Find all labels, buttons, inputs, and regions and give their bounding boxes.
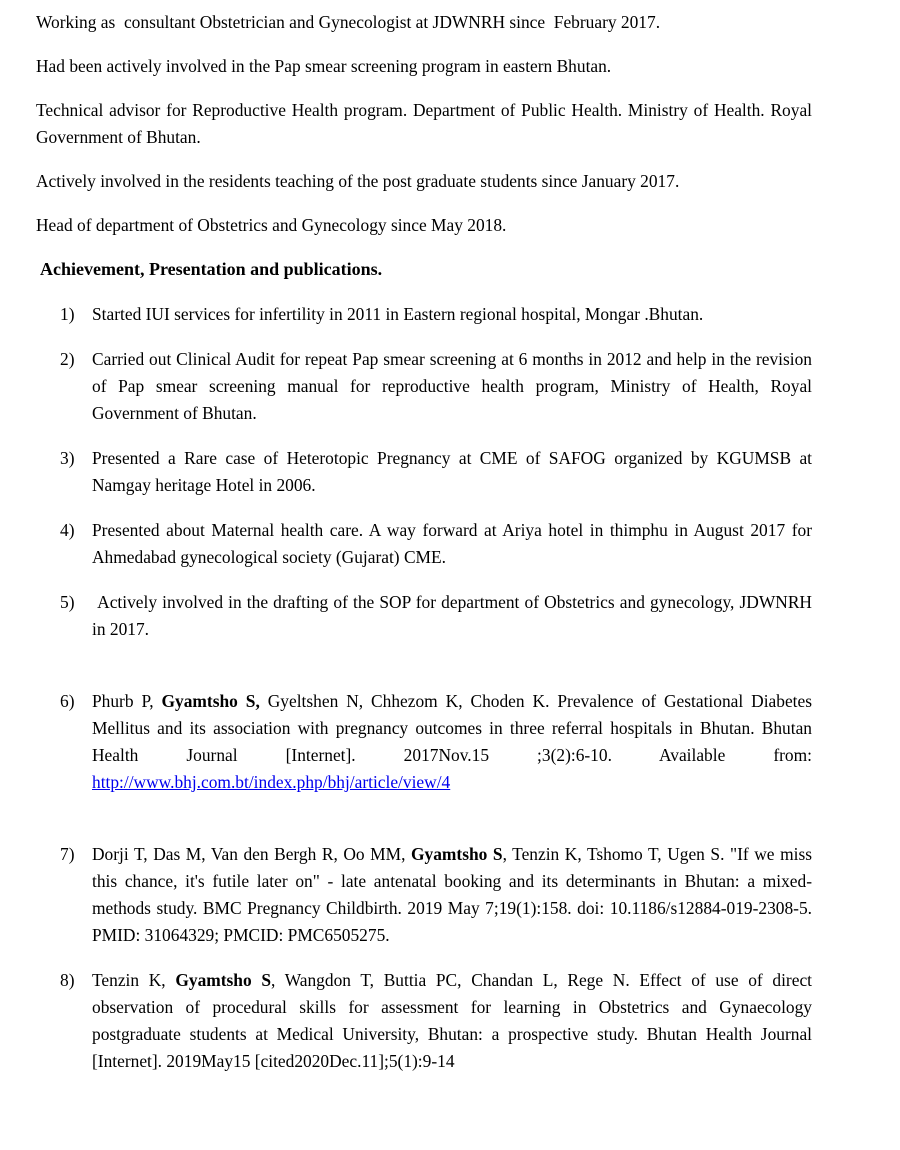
item-text: Gyeltshen N, Chhezom K, Choden K. Prevalence of Gestational Diabetes Mellitus and its association with pregnancy outcomes in three referral hospitals in Bhutan. Bhutan Health Journal [Internet]. 2017Nov.15 ;3(2):6-10. Available from: xyxy=(92,691,817,765)
author-name-bold: Gyamtsho S, xyxy=(161,691,260,711)
item-number: 8) xyxy=(60,970,75,990)
publication-link[interactable]: http://www.bhj.com.bt/index.php/bhj/article/view/4 xyxy=(92,772,451,792)
intro-paragraph: Actively involved in the residents teaching of the post graduate students since January 2017. xyxy=(36,171,680,191)
item-text: , Tenzin K, Tshomo T, Ugen S. "If we miss this chance, it's futile later on" - late antenatal booking and its determinants in Bhutan: a mixed-methods study. BMC Pregnancy Childbirth. 2019 May 7;19(1):158. doi: 10.1186/s12884-019-2308-5. PMID: 31064329; PMCID: PMC6505275. xyxy=(92,844,817,945)
author-name-bold: Gyamtsho S xyxy=(175,970,272,990)
item-text: Started IUI services for infertility in 2011 in Eastern regional hospital, Mongar .Bhutan. xyxy=(92,304,704,324)
publication-item xyxy=(36,841,817,949)
publication-item xyxy=(36,967,817,1075)
item-text: Dorji T, Das M, Van den Bergh R, Oo MM, xyxy=(92,844,412,864)
intro-paragraph: Head of department of Obstetrics and Gynecology since May 2018. xyxy=(36,215,507,235)
item-number: 4) xyxy=(60,520,75,540)
publication-item xyxy=(36,589,817,643)
item-text: , Wangdon T, Buttia PC, Chandan L, Rege N. Effect of use of direct observation of procedural skills for assessment for learning in Obstetrics and Gynaecology postgraduate students at Medical University, Bhutan: a prospective study. Bhutan Health Journal [Internet]. 2019May15 [cited2020Dec.11];5(1):9-14 xyxy=(92,970,817,1071)
item-text: Tenzin K, xyxy=(92,970,176,990)
intro-paragraph: Technical advisor for Reproductive Health program. Department of Public Health. Ministry of Health. Royal Government of Bhutan. xyxy=(36,100,817,147)
item-text: Phurb P, xyxy=(92,691,162,711)
publication-item xyxy=(36,517,816,571)
item-number: 1) xyxy=(60,304,75,324)
author-name-bold: Gyamtsho S xyxy=(411,844,503,864)
item-number: 6) xyxy=(60,691,75,711)
item-number: 7) xyxy=(60,844,75,864)
item-number: 2) xyxy=(60,349,75,369)
publications-list xyxy=(36,301,817,1075)
item-number: 3) xyxy=(60,448,75,468)
publication-item xyxy=(36,688,817,796)
publication-item xyxy=(36,301,812,328)
item-text: Actively involved in the drafting of the SOP for department of Obstetrics and gynecology, JDWNRH in 2017. xyxy=(92,592,817,639)
publication-item xyxy=(36,346,817,427)
intro-paragraph: Had been actively involved in the Pap smear screening program in eastern Bhutan. xyxy=(36,56,612,76)
document-page xyxy=(36,9,817,1075)
item-text: Carried out Clinical Audit for repeat Pap smear screening at 6 months in 2012 and help in the revision of Pap smear screening manual for reproductive health program, Ministry of Health, Royal Government of Bhutan. xyxy=(92,349,817,423)
item-text: Presented about Maternal health care. A way forward at Ariya hotel in thimphu in August 2017 for Ahmedabad gynecological society (Gujarat) CME. xyxy=(92,520,816,567)
section-heading: Achievement, Presentation and publications. xyxy=(40,259,383,279)
intro-paragraph: Working as consultant Obstetrician and Gynecologist at JDWNRH since February 2017. xyxy=(36,12,661,32)
item-number: 5) xyxy=(60,592,75,612)
item-text: Presented a Rare case of Heterotopic Pregnancy at CME of SAFOG organized by KGUMSB at Namgay heritage Hotel in 2006. xyxy=(92,448,817,495)
publication-item xyxy=(36,445,817,499)
intro-section xyxy=(36,9,817,239)
